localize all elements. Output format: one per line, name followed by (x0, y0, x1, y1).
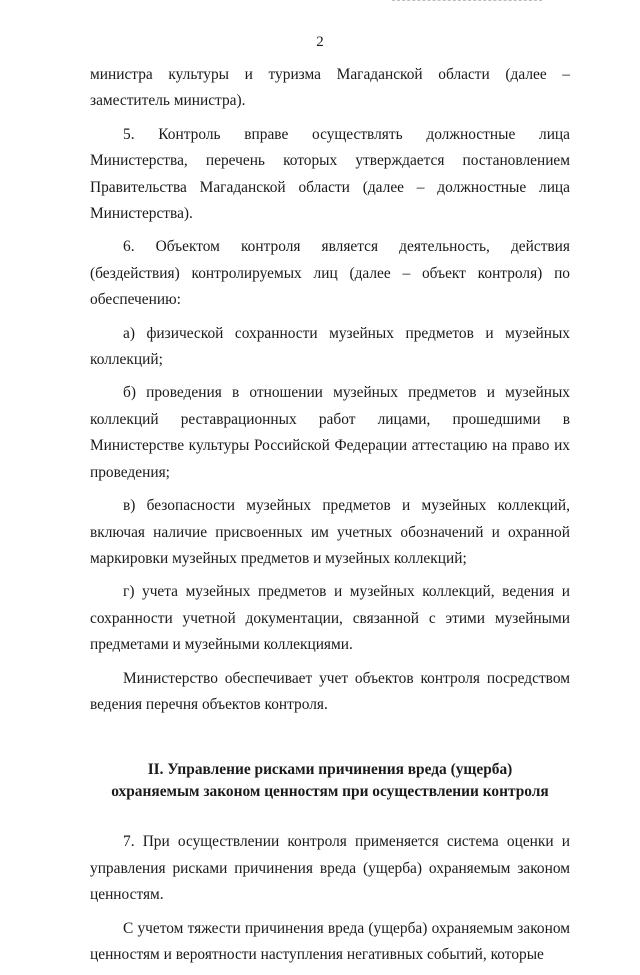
paragraph-risk-severity: С учетом тяжести причинения вреда (ущерба) охраняемым законом ценностям и вероятности наступления негативных событий, которые (90, 919, 570, 963)
scan-edge-line (392, 0, 542, 2)
paragraph-deputy-minister: министра культуры и туризма Магаданской области (далее – заместитель министра). (90, 66, 570, 110)
paragraph-item-6: 6. Объектом контроля является деятельность, действия (бездействия) контролируемых лиц (далее – объект контроля) по обеспечению: (90, 238, 570, 309)
paragraph-subitem-a: а) физической сохранности музейных предметов и музейных коллекций; (90, 324, 570, 369)
paragraph-subitem-g: г) учета музейных предметов и музейных коллекций, ведения и сохранности учетной документации, связанной с этими музейными предметами и музейными коллекциями. (90, 583, 570, 654)
section-heading-line-1: II. Управление рисками причинения вреда (ущерба) (147, 761, 513, 779)
paragraph-subitem-v: в) безопасности музейных предметов и музейных коллекций, включая наличие присвоенных им учетных обозначений и охранной маркировки музейных предметов и музейных коллекций; (90, 497, 570, 567)
document-body (90, 62, 570, 975)
paragraph-subitem-b: б) проведения в отношении музейных предметов и музейных коллекций реставрационных работ лицами, прошедшими в Министерстве культуры Российской Федерации аттестацию на право их проведения; (90, 384, 570, 481)
section-heading (90, 759, 570, 803)
page-number: 2 (316, 34, 324, 50)
paragraph-accounting: Министерство обеспечивает учет объектов контроля посредством ведения перечня объектов контроля. (90, 669, 570, 713)
paragraph-item-5: 5. Контроль вправе осуществлять должностные лица Министерства, перечень которых утверждается постановлением Правительства Магаданской области (далее – должностные лица Министерства). (90, 125, 570, 223)
paragraph-item-7: 7. При осуществлении контроля применяется система оценки и управления рисками причинения вреда (ущерба) охраняемым законом ценностям. (90, 833, 570, 904)
section-heading-line-2: охраняемым законом ценностям при осуществлении контроля (111, 783, 549, 801)
